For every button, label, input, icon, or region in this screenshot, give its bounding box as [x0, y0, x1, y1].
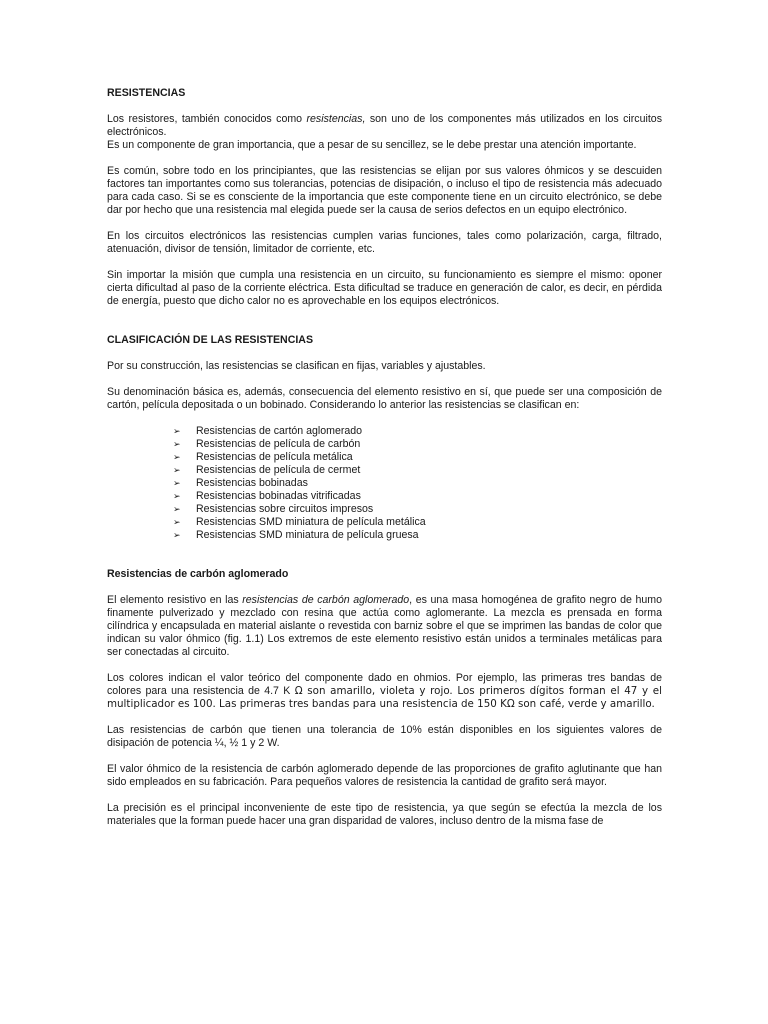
intro-paragraph-1: Los resistores, también conocidos como resistencias, son uno de los componentes más utilizados en los circuitos electrónicos. — [107, 113, 662, 138]
list-item: ➢ Resistencias de película metálica — [173, 451, 353, 463]
list-item: ➢ Resistencias de cartón aglomerado — [173, 425, 363, 437]
intro-paragraph-4: En los circuitos electrónicos las resistencias cumplen varias funciones, tales como polarización, carga, filtrado, atenuación, divisor de tensión, limitador de corriente, etc. — [107, 230, 662, 255]
classification-paragraph-2: Su denominación básica es, además, consecuencia del elemento resistivo en sí, que puede ser una composición de cartón, película depositada o un bobinado. Considerando lo anterior las resistencias se clasifican en: — [107, 386, 662, 411]
list-item: ➢ Resistencias sobre circuitos impresos — [173, 503, 374, 515]
arrow-bullet-icon: ➢ — [173, 439, 181, 449]
carbon-paragraph-5: La precisión es el principal inconveniente de este tipo de resistencia, ya que según se efectúa la mezcla de los materiales que la forman puede hacer una gran disparidad de valores, incluso dentro de la misma fase de — [107, 802, 662, 827]
arrow-bullet-icon: ➢ — [173, 517, 181, 527]
carbon-paragraph-2: Los colores indican el valor teórico del componente dado en ohmios. Por ejemplo, las primeras tres bandas de colores para una resistencia de 4.7 K Ω son amarillo, violeta y rojo. Los primeros dígitos forman el 47 y el multiplicador es 100. Las primeras tres bandas para una resistencia de 150 KΩ son café, verde y amarillo. — [107, 672, 662, 710]
list-item: ➢ Resistencias bobinadas vitrificadas — [173, 490, 361, 502]
arrow-bullet-icon: ➢ — [173, 465, 181, 475]
resistor-types-list — [107, 425, 662, 542]
list-item: ➢ Resistencias de película de carbón — [173, 438, 361, 450]
classification-paragraph-1: Por su construcción, las resistencias se clasifican en fijas, variables y ajustables. — [107, 360, 486, 372]
arrow-bullet-icon: ➢ — [173, 530, 181, 540]
intro-paragraph-5: Sin importar la misión que cumpla una resistencia en un circuito, su funcionamiento es siempre el mismo: oponer cierta dificultad al paso de la corriente eléctrica. Esta dificultad se traduce en generación de calor, es decir, en pérdida de energía, puesto que dicho calor no es aprovechable en los equipos electrónicos. — [107, 269, 662, 307]
list-item: ➢ Resistencias SMD miniatura de película gruesa — [173, 529, 419, 541]
section-title-clasificacion: CLASIFICACIÓN DE LAS RESISTENCIAS — [107, 334, 314, 346]
carbon-paragraph-3: Las resistencias de carbón que tienen una tolerancia de 10% están disponibles en los siguientes valores de disipación de potencia ¼, ½ 1 y 2 W. — [107, 724, 662, 749]
list-item: ➢ Resistencias de película de cermet — [173, 464, 361, 476]
intro-paragraph-2: Es un componente de gran importancia, que a pesar de su sencillez, se le debe prestar una atención importante. — [107, 139, 637, 151]
list-item: ➢ Resistencias bobinadas — [173, 477, 308, 489]
arrow-bullet-icon: ➢ — [173, 491, 181, 501]
arrow-bullet-icon: ➢ — [173, 452, 181, 462]
carbon-paragraph-4: El valor óhmico de la resistencia de carbón aglomerado depende de las proporciones de grafito aglutinante que han sido empleados en su fabricación. Para pequeños valores de resistencia la cantidad de grafito será mayor. — [107, 763, 662, 788]
list-item: ➢ Resistencias SMD miniatura de película metálica — [173, 516, 426, 528]
arrow-bullet-icon: ➢ — [173, 504, 181, 514]
intro-paragraph-3: Es común, sobre todo en los principiantes, que las resistencias se elijan por sus valores óhmicos y se descuiden factores tan importantes como sus tolerancias, potencias de disipación, o incluso el tipo de resistencia más adecuado para cada caso. Si se es consciente de la importancia que este componente tiene en un circuito electrónico, se debe dar por hecho que una resistencia mal elegida puede ser la causa de serios defectos en un equipo electrónico. — [107, 165, 662, 216]
section-title-resistencias: RESISTENCIAS — [107, 87, 186, 99]
section-title-carbon-aglomerado: Resistencias de carbón aglomerado — [107, 568, 289, 580]
carbon-paragraph-1: El elemento resistivo en las resistencias de carbón aglomerado, es una masa homogénea de grafito negro de humo finamente pulverizado y mezclado con resina que actúa como aglomerante. La mezcla es prensada en forma cilíndrica y encapsulada en material aislante o revestida con barniz sobre el que se imprimen las bandas de color que indican su valor óhmico (fig. 1.1) Los extremos de este elemento resistivo están unidos a terminales metálicas para ser conectadas al circuito. — [107, 594, 662, 658]
arrow-bullet-icon: ➢ — [173, 478, 181, 488]
arrow-bullet-icon: ➢ — [173, 426, 181, 436]
